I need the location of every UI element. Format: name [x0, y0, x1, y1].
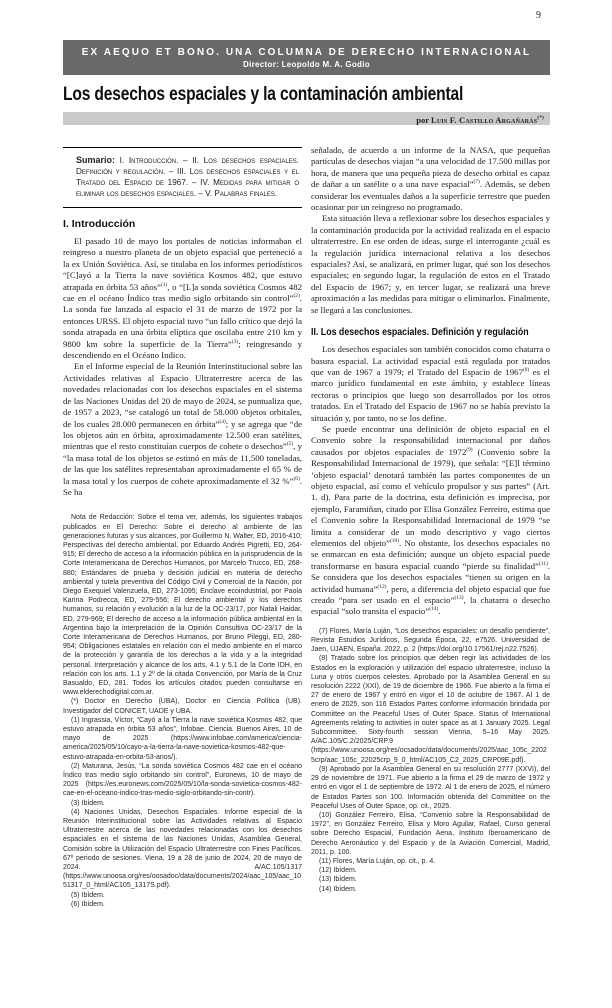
footnote-14: (14) Ibídem.: [319, 885, 357, 893]
body-paragraph: Se puede encontrar una definición de objeto espacial en el Convenio sobre la responsabilidad internacional por daños causados por objetos espaciales de 1972$^{(9)}$ (Convenio sobre la Responsabilidad Internacional de 1979), que señala: “[E]l término ‘objeto espacial’ denotará también las partes componentes de un objeto espacial, así como el vehículo propulsor y sus partes” (Art. 1. d). Para parte de la doctrina, esta definición es imprecisa, por ejemplo, Faramiñan, citado por Elisa González Ferreiro, estima que el Convenio sobre la Responsabilidad Internacional de 1979 “se limita a considerar de un modo descriptivo y vago ciertos elementos del objeto”$^{(10)}$. No obstante, los desechos espaciales no se enmarcan en esta definición; aunque un objeto espacial puede transformarse en basura espacial cuando “pierde su finalidad”$^{(11)}$. Se considera que los desechos espaciales “tienen su origen en la actividad humana”$^{(12)}$, pero, a diferencia del objeto espacial que fue creado “para ser usado en el espacio”$^{(13)}$, la chatarra o desecho espacial “solo transita el espacio”$^{(14)}$.: [311, 423, 551, 617]
right-footnotes: [311, 627, 550, 894]
summary-label: Sumario:: [76, 155, 116, 165]
column-banner-title: EX AEQUO ET BONO. UNA COLUMNA DE DERECHO INTERNACIONAL: [81, 46, 532, 58]
footnote-author-credentials: (*) Doctor en Derecho (UBA), Doctor en Ciencia Política (UB). Investigador del CONICET, UADE y UBA.: [63, 698, 302, 715]
footnote-12: (12) Ibídem.: [319, 867, 357, 875]
summary-box: [63, 147, 302, 208]
footnote-4: (4) Naciones Unidas, Desechos Espaciales. Informe especial de la Reunión Interinstitucional sobre las Actividades relativas al Espacio Ultraterrestre acerca de las novedades relacionadas con los desechos espaciales en el sistema de las Naciones Unidas, Asamblea General, Comisión sobre la Utilización del Espacio Ultraterrestre con Fines Pacíficos. 67º periodo de sesiones. Viena, 19 a 28 de junio de 2024, 20 de mayo de 2024. A/AC.105/1317 (https://www.unoosa.org/res/oosadoc/data/documents/2024/aac_105/aac_1051317_0_html/AC105_1317S.pdf).: [63, 808, 302, 890]
two-column-body: [63, 145, 550, 909]
body-paragraph: Esta situación lleva a reflexionar sobre los desechos espaciales y la contaminación producida por la actividad realizada en el espacio ultraterrestre. En ese orden de ideas, surge el interrogante ¿cuál es la regulación jurídica internacional relativa a los desechos espaciales? Así, se analizará, en primer lugar, qué son los desechos espaciales; en segundo lugar, la regulación de estos en el Tratado del Espacio de 1967; y, en tercer lugar, se realizará una breve aproximación a las medidas para mitigar o eliminarlos. Finalmente, se llegará a las conclusiones.: [311, 213, 550, 315]
section-heading-introduction: I. Introducción: [63, 218, 136, 230]
footnote-editorial-note: Nota de Redacción: Sobre el tema ver, además, los siguientes trabajos publicados en El Derecho: Sobre el derecho al ambiente de las generaciones futuras y sus alcances, por Guillermo N. Walter, ED, 2016-410; Perspectivas del derecho ambiental, por Eduardo Andrés Pigretti, ED, 264-915; El derecho de acceso a la información pública en la jurisprudencia de la Corte Interamericana de Derechos Humanos, por Marcelo Trucco, ED, 268-880; Estándares de prueba y decisión judicial en materia de derecho ambiental y tutela preventiva del Código Civil y Comercial de la Nación, por Diego Exequiel Valenzuela, ED, 273-1095; Enclave ecoindustrial, por Paola Karina Podrecca, ED, 279-556; El derecho ambiental y los derechos humanos, su relación y evolución a la luz de la OC-23/17, por Natali Haidar, ED, 279-969; El derecho de acceso a la información pública ambiental en la Argentina bajo la interpretación de la Opinión Consultiva OC-23/17 de la Corte Interamericana de Derechos Humanos, por Bruno Pileggi, ED, 280-954; Obligaciones estatales en relación con el medio ambiente en el marco de la protección y garantía de los derechos a la vida y a la integridad personal. Interpretación y alcance de los arts. 4.1 y 5.1 de la Corte IDH, en relación con los arts. 1.1 y 2º de la citada Convención, por María de la Cruz Basualdo, ED, 281. Todos los artículos citados pueden consultarse en www.elderechodigital.com.ar.: [63, 514, 302, 697]
summary-text: I. Introducción. – II. Los desechos espaciales. Definición y regulación. – III. Los desechos espaciales y el Tratado del Espacio de 1967. – IV. Medidas para mitigar o eliminar los desechos espaciales. – V. Palabras finales.: [76, 156, 299, 198]
left-column: [63, 145, 302, 909]
byline-prefix: por: [416, 115, 431, 125]
right-column: [311, 145, 550, 894]
byline-author-name: Luis F. Castillo Argañarás(*): [430, 115, 544, 125]
column-banner: [63, 40, 550, 75]
byline-bar: [63, 112, 550, 125]
footnote-6: (6) Ibídem.: [71, 900, 105, 908]
footnote-7: (7) Flores, María Luján, “Los desechos espaciales: un desafío pendiente”, Revista Estudios Jurídicos, Segunda Época, 22, e7526. Universidad de Jaen, UJAEN, España. 2022, p. 2 (https://doi.org/10.17561/rej.n22.7526).: [311, 627, 550, 654]
page-number: 9: [536, 10, 541, 21]
footnote-8: (8) Tratado sobre los principios que deben regir las actividades de los Estados en la exploración y utilización del espacio ultraterrestre, incluso la Luna y otros cuerpos celestes. Aprobado por la Asamblea General en su resolución 2222 (XXI), de 19 de diciembre de 1966. Fue abierto a la firma el 27 de enero de 1967 y entró en vigor el 10 de octubre de 1967. Al 1 de enero de 2025, son 116 Estados Partes conforme información brindada por Committee on the Peaceful Uses of Outer Space. Status of International Agreements relating to activities in outer space as at 1 January 2025. Legal Subcommittee. Sixty-fourth session Vienna, 5–16 May 2025. A/AC.105/C.2/2025/CRP.9 (https://www.unoosa.org/res/ocsadoc/data/documents/2025/aac_105c_22025crp/aac_105c_22025crp_9_0_html/AC105_C2_2025_CRP09E.pdf).: [311, 655, 550, 764]
footnote-9: (9) Aprobado por la Asamblea General en su resolución 2777 (XXVI), del 29 de noviembre de 1971. Fue abierto a la firma el 29 de marzo de 1972 y entró en vigor el 1 de septiembre de 1972. Al 1 de enero de 2025, el número de Estados Partes son 100. Información obtenida del Committee on the Peaceful Uses of Outer Space, op. cit., 2025.: [311, 765, 550, 810]
footnote-1: (1) Ingrassia, Víctor, “Cayó a la Tierra la nave soviética Kosmos 482, que estuvo atrapada en órbita 53 años”, Infobae. Ciencia. Buenos Aires, 10 de mayo de 2025 (https://www.infobae.com/america/ciencia-america/2025/05/10/cayo-a-la-tierra-la-nave-sovietica-kosmos-482-que-estuvo-atrapada-en-orbita-53-anos/).: [63, 716, 302, 761]
body-paragraph: Los desechos espaciales son también conocidos como chatarra o basura espacial. La actividad espacial está regulada por tratados que van de 1967 a 1979; el Tratado del Espacio de 1967$^{(8)}$ es el marco jurídico fundamental en este ámbito, y establece líneas rectoras o principios que luego son desarrollados por los otros tratados. En el Tratado del Espacio de 1967 no se había previsto la situación y, por tanto, no se los define.: [311, 344, 550, 423]
body-paragraph: El pasado 10 de mayo los portales de noticias informaban el reingreso a nuestro planeta de un objeto espacial que perteneció a la ex Unión Soviética. Así, se titulaba en los informes periodísticos “[C]ayó a la Tierra la nave soviética Kosmos 482, que estuvo atrapada en órbita 53 años”$^{(1)}$, o “[L]a sonda soviética Cosmos 482 cae en el océano Índico tras medio siglo orbitando sin control”$^{(2)}$. La sonda fue lanzada al espacio el 31 de marzo de 1972 por la entonces URSS. El objeto espacial tuvo “un fallo crítico que dejó la sonda atrapada en una órbita elíptica que oscilaba entre 210 km y 9800 km sobre la superficie de la Tierra”$^{(3)}$; reingresando y descendiendo en el Océano Indico.: [63, 236, 302, 361]
body-paragraph: En el Informe especial de la Reunión Interinstitucional sobre las Actividades relativas al Espacio Ultraterrestre acerca de las novedades relacionadas con los desechos espaciales en el sistema de las Naciones Unidas del 20 de mayo de 2024, se puntualiza que, de 1957 a 2023, “se catalogó un total de 58.000 objetos orbitales, de los cuales 28.000 permanecen en órbita”$^{(4)}$; y se agrega que “de los objetos aún en órbita, aproximadamente 12.500 eran satélites, mientras que el resto constituían cuerpos de cohete o desechos”$^{(5)}$, y “la masa total de los objetos se estimó en más de 11.500 toneladas, de las que los satélites representaban aproximadamente el 65 % de la masa total y los cuerpos de cohete aproximadamente el 32 %”$^{(6)}$. Se ha: [63, 361, 303, 497]
section-heading-definition: II. Los desechos espaciales. Definición y regulación: [311, 326, 529, 339]
article-title: Los desechos espaciales y la contaminación ambiental: [63, 84, 464, 105]
footnote-10: (10) González Ferreiro, Elisa, “Convenio sobre la Responsabilidad de 1972”, en González Ferreiro, Elisa y Moro Aguilar, Rafael, Curso general sobre Derecho Espacial, Fundación Aena, Instituto Iberoamericano de Derecho Aeronáutico y del Espacio y de la Aviación Comercial, Madrid, 2011, p. 100.: [311, 811, 550, 856]
footnote-13: (13) Ibídem.: [319, 876, 357, 884]
footnote-2: (2) Maturana, Jesús, “La sonda soviética Cosmos 482 cae en el océano Índico tras medio siglo orbitando sin control”, Euronews, 10 de mayo de 2025 (https://es.euronews.com/2025/05/10/la-sonda-sovietica-cosmos-482-cae-en-el-oceano-indico-tras-medio-siglo-orbitando-sin-contr).: [63, 762, 302, 798]
column-banner-director: Director: Leopoldo M. A. Godio: [243, 59, 370, 69]
body-paragraph: señalado, de acuerdo a un informe de la NASA, que pequeñas partículas de desechos viajan “a una velocidad de 17.500 millas por hora, de manera que una pequeña pieza de desecho orbital es capaz de dañar a un satélite o a una nave espacial”$^{(7)}$. Además, se deben considerar los eventuales daños a la superficie terrestre que pueden ocasionar por un reingreso no programado.: [311, 145, 551, 213]
footnote-11: (11) Flores, María Luján, op. cit., p. 4.: [319, 857, 436, 865]
left-footnotes: [63, 513, 302, 909]
footnote-3: (3) Ibídem.: [71, 799, 105, 807]
footnote-5: (5) Ibídem.: [71, 891, 105, 899]
article-byline: [416, 115, 550, 125]
